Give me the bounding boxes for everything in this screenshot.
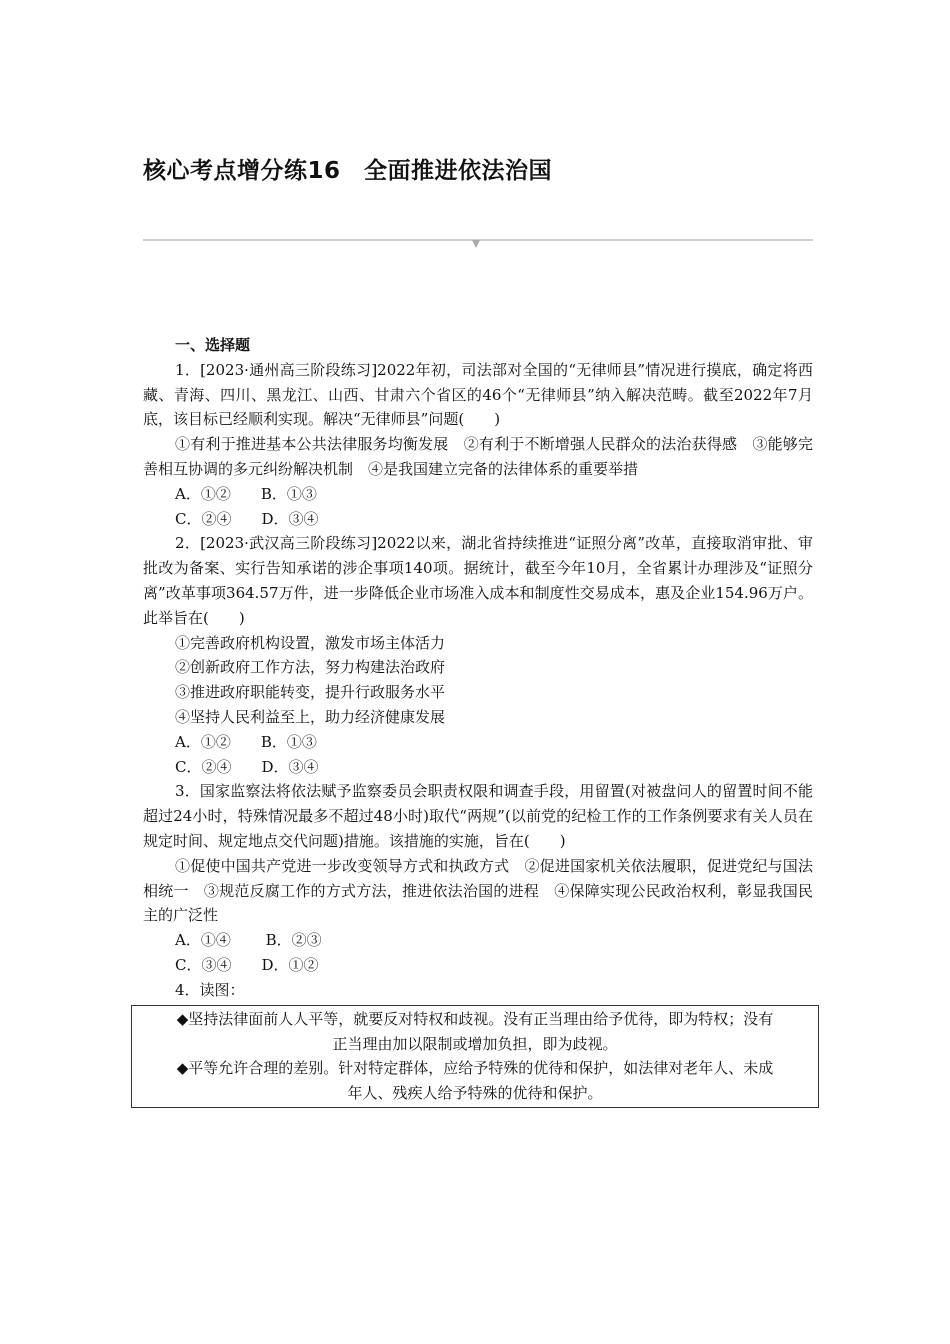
- question-1-stem: 1．[2023·通州高三阶段练习]2022年初，司法部对全国的“无律师县”情况进行摸底，确定将西藏、青海、四川、黑龙江、山西、甘肃六个省区的46个“无律师县”纳入解决范畴。截至2022年7月底，该目标已经顺利实现。解决“无律师县”问题( ): [143, 360, 813, 429]
- question-4-stem: 4．读图：: [175, 980, 245, 999]
- box-line-1a: ◆坚持法律面前人人平等，就要反对特权和歧视。没有正当理由给予优待，即为特权；没有: [176, 1010, 774, 1028]
- box-line-2a: ◆平等允许合理的差别。针对特定群体，应给予特殊的优待和保护，如法律对老年人、未成: [176, 1059, 774, 1077]
- question-2-statement-3: ③推进政府职能转变，提升行政服务水平: [175, 683, 446, 702]
- divider-arrow-icon: [472, 240, 480, 248]
- question-2-options-cd: C．②④ D．③④: [175, 757, 319, 776]
- question-3-options-ab: A．①④ B．②③: [175, 931, 322, 950]
- question-2-statement-2: ②创新政府工作方法，努力构建法治政府: [175, 658, 446, 677]
- box-line-2b: 年人、残疾人给予特殊的优待和保护。: [347, 1083, 603, 1102]
- question-1-options-cd: C．②④ D．③④: [175, 509, 319, 528]
- question-3-stem: 3．国家监察法将依法赋予监察委员会职责权限和调查手段，用留置(对被盘问人的留置时间不能超过24小时，特殊情况最多不超过48小时)取代“两规”(以前党的纪检工作的工作条例要求有关人员在规定时间、规定地点交代问题)措施。该措施的实施，旨在( ): [143, 782, 813, 850]
- question-2-statement-1: ①完善政府机构设置，激发市场主体活力: [175, 633, 446, 652]
- question-content: [143, 333, 813, 1003]
- question-2-statement-4: ④坚持人民利益至上，助力经济健康发展: [175, 707, 446, 726]
- question-1-statements: ①有利于推进基本公共法律服务均衡发展 ②有利于不断增强人民群众的法治获得感 ③能够完善相互协调的多元纠纷解决机制 ④是我国建立完备的法律体系的重要举措: [143, 435, 813, 478]
- reading-material-box: [131, 1005, 819, 1108]
- box-line-1b: 正当理由加以限制或增加负担，即为歧视。: [332, 1034, 618, 1053]
- question-3-statements: ①促使中国共产党进一步改变领导方式和执政方式 ②促进国家机关依法履职，促进党纪与国法相统一 ③规范反腐工作的方式方法，推进依法治国的进程 ④保障实现公民政治权利，彰显我国民主的广泛性: [143, 856, 813, 925]
- question-2-stem: 2．[2023·武汉高三阶段练习]2022以来，湖北省持续推进“证照分离”改革，直接取消审批、审批改为备案、实行告知承诺的涉企事项140项。据统计，截至今年10月，全省累计办理涉及“证照分离”改革事项364.57万件，进一步降低企业市场准入成本和制度性交易成本，惠及企业154.96万户。此举旨在( ): [143, 534, 813, 627]
- page-title: 核心考点增分练16 全面推进依法治国: [143, 158, 553, 184]
- section-heading: 一、选择题: [175, 336, 251, 354]
- question-2-options-ab: A．①② B．①③: [175, 732, 317, 751]
- question-3-options-cd: C．③④ D．①②: [175, 955, 319, 974]
- question-1-options-ab: A．①② B．①③: [175, 484, 317, 503]
